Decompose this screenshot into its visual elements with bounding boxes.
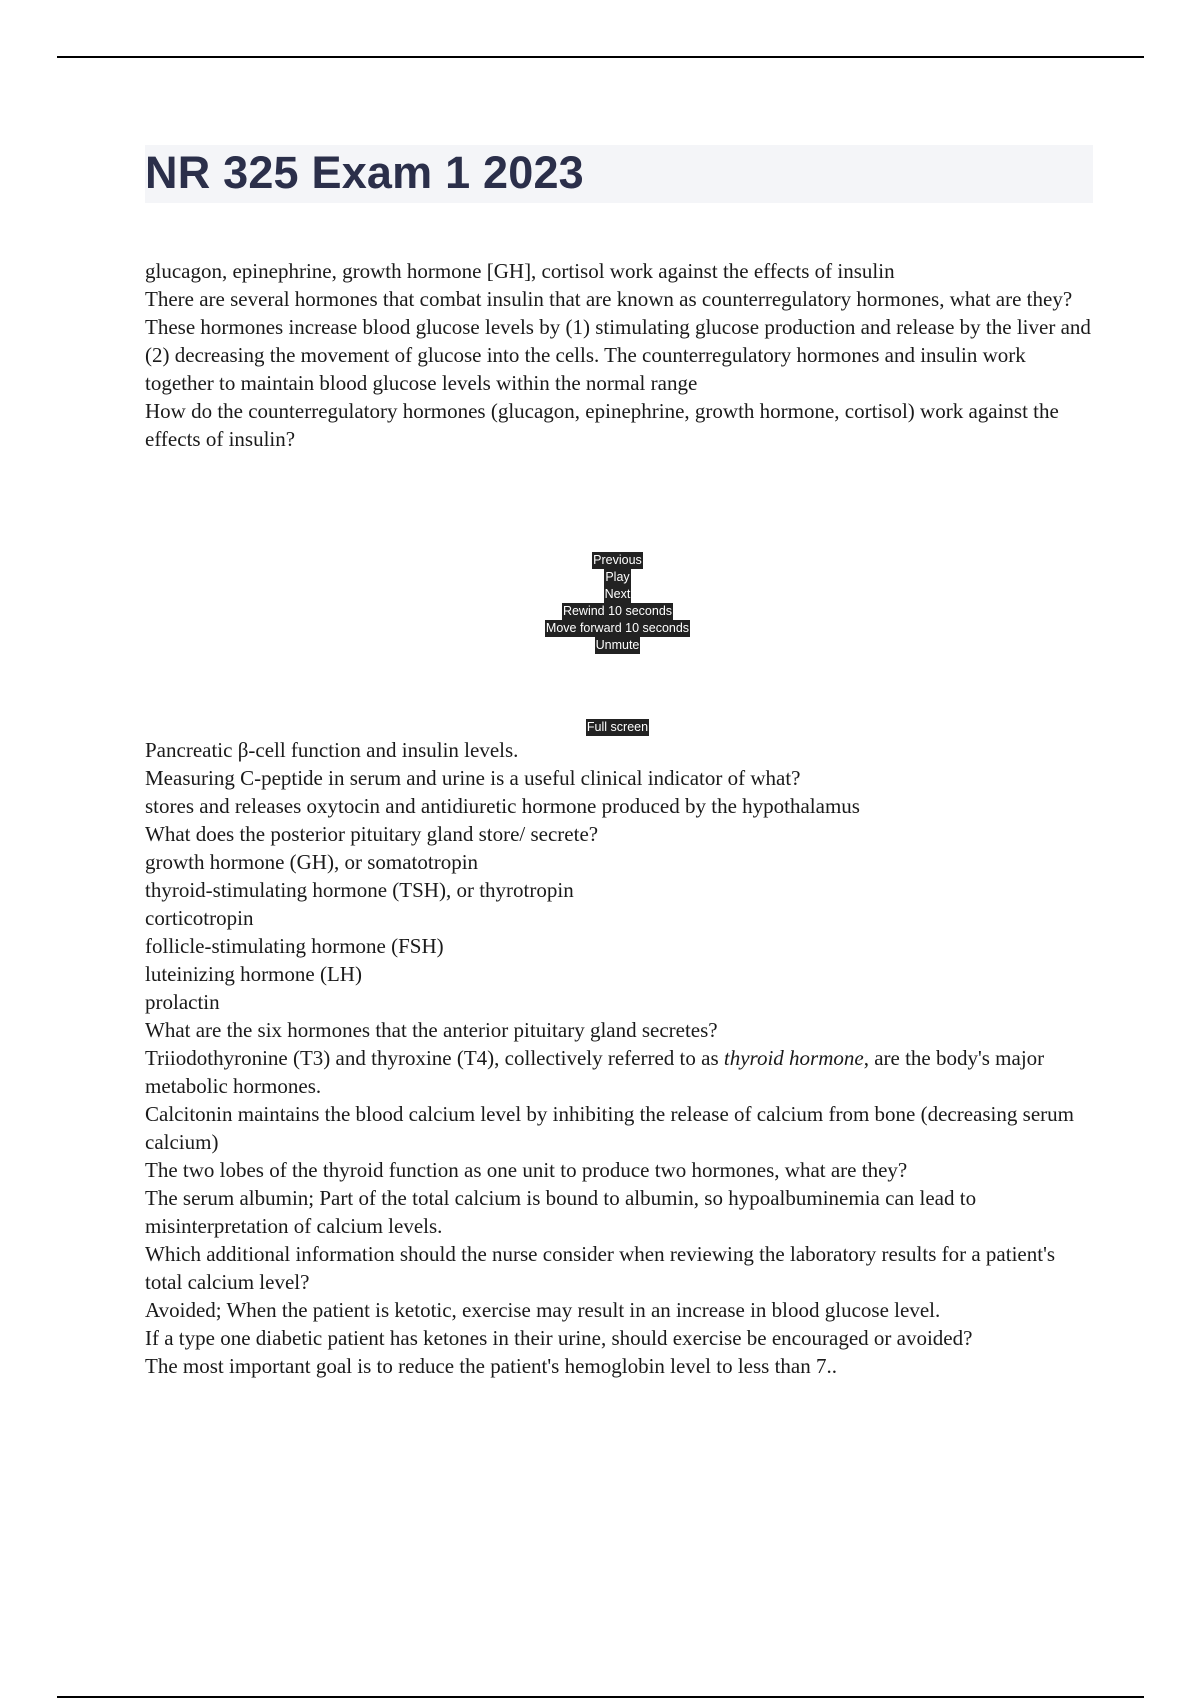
paragraph: The serum albumin; Part of the total calcium is bound to albumin, so hypoalbuminemia can lead to misinterpretation of calcium levels. xyxy=(145,1186,977,1238)
paragraph: glucagon, epinephrine, growth hormone [GH], cortisol work against the effects of insulin xyxy=(145,259,895,283)
paragraph: Calcitonin maintains the blood calcium level by inhibiting the release of calcium from bone (decreasing serum calcium) xyxy=(145,1102,1074,1154)
paragraph: Which additional information should the nurse consider when reviewing the laboratory results for a patient's total calcium level? xyxy=(145,1242,1056,1294)
forward-button[interactable]: Move forward 10 seconds xyxy=(545,621,690,635)
paragraph-thyroid xyxy=(145,1044,1095,1100)
fullscreen-button[interactable]: Full screen xyxy=(586,720,649,734)
bottom-rule xyxy=(57,1696,1144,1698)
paragraph: There are several hormones that combat insulin that are known as counterregulatory hormones, what are they? xyxy=(145,287,1073,311)
text-block-counterregulatory xyxy=(145,257,1095,453)
paragraph: These hormones increase blood glucose levels by (1) stimulating glucose production and release by the liver and (2) decreasing the movement of glucose into the cells. The counterregulatory hormones and insulin work together to maintain blood glucose levels within the normal range xyxy=(145,315,1091,395)
paragraph: Measuring C-peptide in serum and urine is a useful clinical indicator of what? xyxy=(145,766,801,790)
unmute-button[interactable]: Unmute xyxy=(595,638,640,652)
page-title: NR 325 Exam 1 2023 xyxy=(145,147,584,198)
paragraph: growth hormone (GH), or somatotropin xyxy=(145,850,479,874)
next-button[interactable]: Next xyxy=(604,587,631,601)
rewind-button[interactable]: Rewind 10 seconds xyxy=(562,604,673,618)
paragraph: Avoided; When the patient is ketotic, exercise may result in an increase in blood glucose level. xyxy=(145,1298,941,1322)
video-player-fullscreen xyxy=(400,719,835,736)
video-player-controls xyxy=(400,552,835,654)
paragraph: What does the posterior pituitary gland store/ secrete? xyxy=(145,822,599,846)
text-block-hormones xyxy=(145,736,1095,1380)
paragraph: The two lobes of the thyroid function as one unit to produce two hormones, what are they? xyxy=(145,1158,908,1182)
top-rule xyxy=(57,56,1144,58)
paragraph: The most important goal is to reduce the patient's hemoglobin level to less than 7.. xyxy=(145,1354,837,1378)
previous-button[interactable]: Previous xyxy=(593,553,642,567)
paragraph: How do the counterregulatory hormones (glucagon, epinephrine, growth hormone, cortisol) work against the effects of insulin? xyxy=(145,399,1059,451)
paragraph: If a type one diabetic patient has ketones in their urine, should exercise be encouraged or avoided? xyxy=(145,1326,973,1350)
paragraph: What are the six hormones that the anterior pituitary gland secretes? xyxy=(145,1018,718,1042)
paragraph: corticotropin xyxy=(145,906,254,930)
paragraph: Pancreatic β-cell function and insulin levels. xyxy=(145,738,519,762)
play-button[interactable]: Play xyxy=(605,570,630,584)
thyroid-emphasis: thyroid hormone xyxy=(723,1046,864,1070)
thyroid-text-before: Triiodothyronine (T3) and thyroxine (T4), collectively referred to as xyxy=(145,1046,724,1070)
paragraph: prolactin xyxy=(145,990,220,1014)
thyroid-text-after: , are the body's major metabolic hormones. xyxy=(145,1046,1045,1098)
paragraph: luteinizing hormone (LH) xyxy=(145,962,362,986)
paragraph: thyroid-stimulating hormone (TSH), or thyrotropin xyxy=(145,878,574,902)
paragraph: follicle-stimulating hormone (FSH) xyxy=(145,934,444,958)
paragraph: stores and releases oxytocin and antidiuretic hormone produced by the hypothalamus xyxy=(145,794,860,818)
